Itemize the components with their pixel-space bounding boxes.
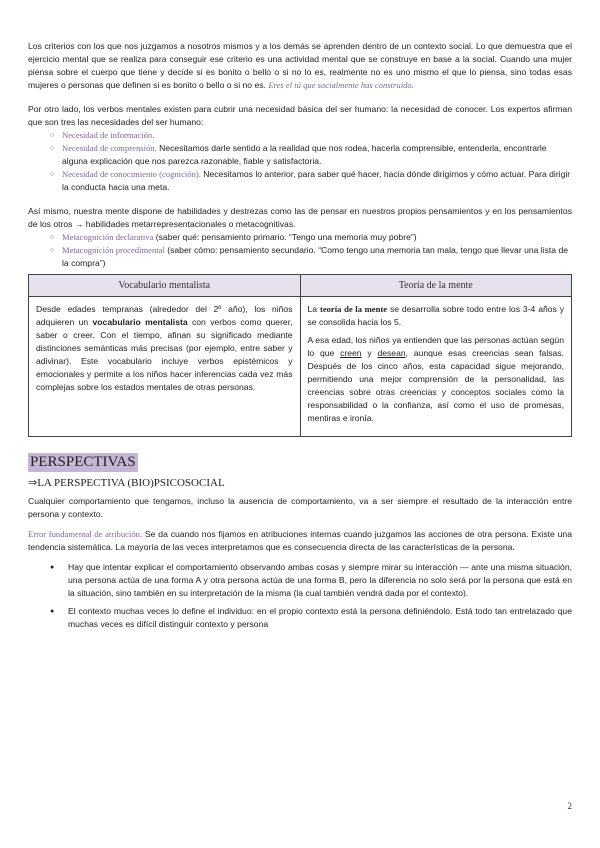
subheading-biopsicosocial: ⇒LA PERSPECTIVA (BIO)PSICOSOCIAL bbox=[28, 477, 225, 489]
table-row bbox=[29, 297, 572, 437]
needs-paragraph: Por otro lado, los verbos mentales existen para cubrir una necesidad básica del ser humano: la necesidad de conocer. Los expertos afirman que son tres las necesidades del ser humano: bbox=[28, 104, 572, 127]
meta-paragraph: Así mismo, nuestra mente dispone de habilidades y destrezas como las de pensar en nuestros propios pensamientos y en los pensamientos de los otros → habilidades metarrepresentacionales o metacognitivas. bbox=[28, 206, 572, 229]
list-item: ○ Necesidad de comprensión. Necesitamos darle sentido a la realidad que nos rodea, hacerla comprensible, entenderla, encontrarle alguna explicación que nos parezca razonable, fiable y satisfactoria. bbox=[50, 142, 572, 168]
table-header-row bbox=[29, 275, 572, 297]
document-page bbox=[28, 40, 572, 636]
list-item: ○ Necesidad de conocimiento (cognición). Necesitamos lo anterior, para saber qué hacer, hacia dónde dirigirnos y cómo actuar. Para dirigir la conducta hacia una meta. bbox=[50, 168, 572, 194]
table-cell-teoria: La teoría de la mente se desarrolla sobre todo entre los 3-4 años y se consolida hacia los 5. A esa edad, los niños ya entienden que las personas actúan según lo que creen y desean, aunque esas creencias sean falsas. Después de los cinco años, esta capacidad sigue mejorando, permitiendo una mejor comprensión de la personalidad, las creencias sobre otras creencias y conceptos sociales como la responsabilidad o la confianza, así como el uso de promesas, mentiras e ironía. bbox=[300, 297, 572, 437]
error-paragraph: Error fundamental de atribución. Se da cuando nos fijamos en atribuciones internas cuando juzgamos las acciones de otra persona. Existe una tendencia sistemática. La mayoría de las veces interpretamos que es consecuencia directa de las características de la persona. bbox=[28, 529, 572, 552]
list-item: ○ Necesidad de información. bbox=[50, 129, 572, 142]
needs-list bbox=[28, 129, 572, 194]
meta-list bbox=[28, 231, 572, 270]
table-header-teoria: Teoría de la mente bbox=[300, 275, 572, 297]
perspectivas-bullets bbox=[28, 561, 572, 631]
table-header-vocabulario: Vocabulario mentalista bbox=[29, 275, 301, 297]
intro-paragraph: Los criterios con los que nos juzgamos a nosotros mismos y a los demás se aprenden dentro de un contexto social. Lo que demuestra que el ejercicio mental que se realiza para conseguir ese criterio es una actividad mental que se construye en base a la social. Cuando una mujer piensa sobre el cuerpo que tiene y decide si es bonito o bello o si no lo es, realmente no es uno mismo el que lo piensa, sino todas esas mujeres o personas que definen si es bonito o bello o si no es. Eres el tú que socialmente has construido. bbox=[28, 41, 572, 90]
section-heading-perspectivas: PERSPECTIVAS bbox=[30, 454, 136, 470]
table-cell-vocabulario: Desde edades tempranas (alrededor del 2º año), los niños adquieren un vocabulario mentalista con verbos como querer, saber o creer. Con el tiempo, afinan su significado mediante distinciones semánticas más precisas (por ejemplo, entre saber y adivinar). Este vocabulario incluye verbos epistémicos y emocionales y permite a los niños hacer inferencias cada vez más complejas sobre los estados mentales de otras personas. bbox=[29, 297, 301, 437]
list-item: ○ Metacognición declarativa (saber qué: pensamiento primario. “Tengo una memoria muy pobre”) bbox=[50, 231, 572, 244]
list-item: ○ Metacognición procedimental (saber cómo: pensamiento secundario. “Como tengo una memoria tan mala, tengo que llevar una lista de la compra”) bbox=[50, 244, 572, 270]
list-item: ● El contexto muchas veces lo define el individuo: en el propio contexto está la persona definiéndolo. Está todo tan entrelazado que muchas veces es difícil distinguir contexto y persona bbox=[50, 605, 572, 631]
comparison-table bbox=[28, 274, 572, 437]
list-item: ● Hay que intentar explicar el comportamiento observando ambas cosas y siempre mirar su interacción — ante una misma situación, una persona actúa de una forma A y otra persona actúa de una forma B, pero la diferencia no solo será por la persona que está en la situación, sino también en su interpretación de la misma (la cual también vendrá dada por el contexto). bbox=[50, 561, 572, 600]
intro-highlight: Eres el tú que socialmente has construido. bbox=[268, 80, 414, 90]
error-title: Error fundamental de atribución. bbox=[28, 529, 143, 539]
perspectivas-intro: Cualquier comportamiento que tengamos, incluso la ausencia de comportamiento, va a ser siempre el resultado de la interacción entre persona y contexto. bbox=[28, 496, 572, 519]
page-number: 2 bbox=[567, 801, 572, 811]
